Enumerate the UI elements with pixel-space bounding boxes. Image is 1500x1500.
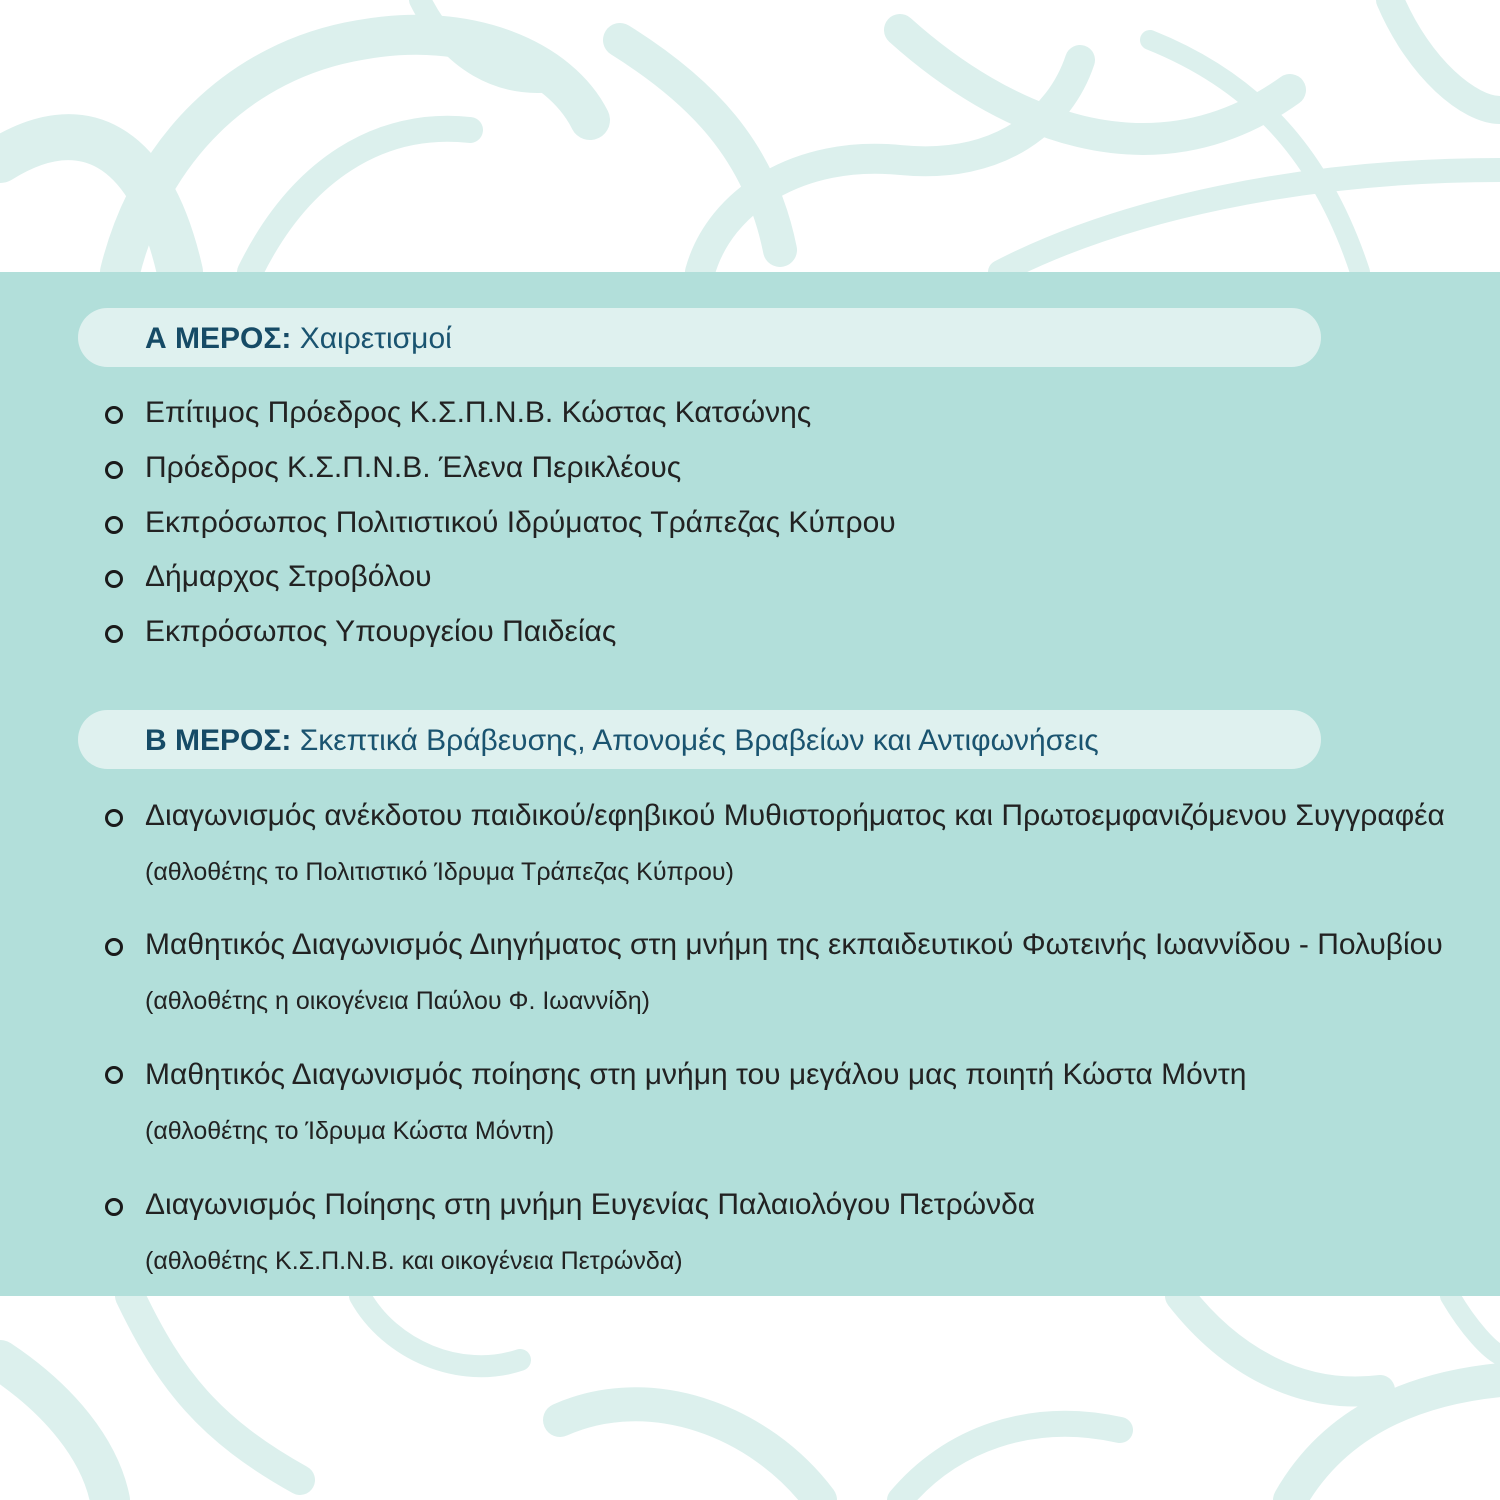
award-title: Μαθητικός Διαγωνισμός Διηγήματος στη μνήμη της εκπαιδευτικού Φωτεινής Ιωαννίδου - Πολυβίου [145,928,1443,961]
circle-bullet-icon [105,625,123,643]
award-sponsor: (αθλοθέτης Κ.Σ.Π.Ν.Β. και οικογένεια Πετρώνδα) [145,1247,683,1275]
award-sponsor: (αθλοθέτης το Ίδρυμα Κώστα Μόντη) [145,1117,555,1145]
part-b-label: Β ΜΕΡΟΣ: [145,724,292,757]
greeting-speaker: Εκπρόσωπος Πολιτιστικού Ιδρύματος Τράπεζας Κύπρου [145,506,896,539]
award-sponsor: (αθλοθέτης το Πολιτιστικό Ίδρυμα Τράπεζας Κύπρου) [145,858,734,886]
circle-bullet-icon [105,570,123,588]
award-title: Μαθητικός Διαγωνισμός ποίησης στη μνήμη του μεγάλου μας ποιητή Κώστα Μόντη [145,1058,1247,1091]
award-title: Διαγωνισμός Ποίησης στη μνήμη Ευγενίας Παλαιολόγου Πετρώνδα [145,1188,1036,1221]
circle-bullet-icon [105,406,123,424]
circle-bullet-icon [105,938,123,956]
award-title: Διαγωνισμός ανέκδοτου παιδικού/εφηβικού Μυθιστορήματος και Πρωτοεμφανιζόμενου Συγγραφέα [145,799,1445,832]
part-b-title: Σκεπτικά Βράβευσης, Απονομές Βραβείων και Αντιφωνήσεις [299,724,1099,757]
circle-bullet-icon [105,1198,123,1216]
greeting-speaker: Εκπρόσωπος Υπουργείου Παιδείας [145,615,617,648]
award-sponsor: (αθλοθέτης η οικογένεια Παύλου Φ. Ιωαννίδη) [145,987,650,1015]
greeting-speaker: Επίτιμος Πρόεδρος Κ.Σ.Π.Ν.Β. Κώστας Κατσώνης [145,396,812,429]
circle-bullet-icon [105,516,123,534]
part-a-label: Α ΜΕΡΟΣ: [145,322,292,355]
circle-bullet-icon [105,809,123,827]
part-a-title: Χαιρετισμοί [299,322,452,355]
part-a-header [78,308,1321,367]
greeting-speaker: Δήμαρχος Στροβόλου [145,560,432,593]
circle-bullet-icon [105,461,123,479]
greeting-speaker: Πρόεδρος Κ.Σ.Π.Ν.Β. Έλενα Περικλέους [145,451,682,484]
part-b-header [78,710,1321,769]
circle-bullet-icon [105,1066,123,1084]
